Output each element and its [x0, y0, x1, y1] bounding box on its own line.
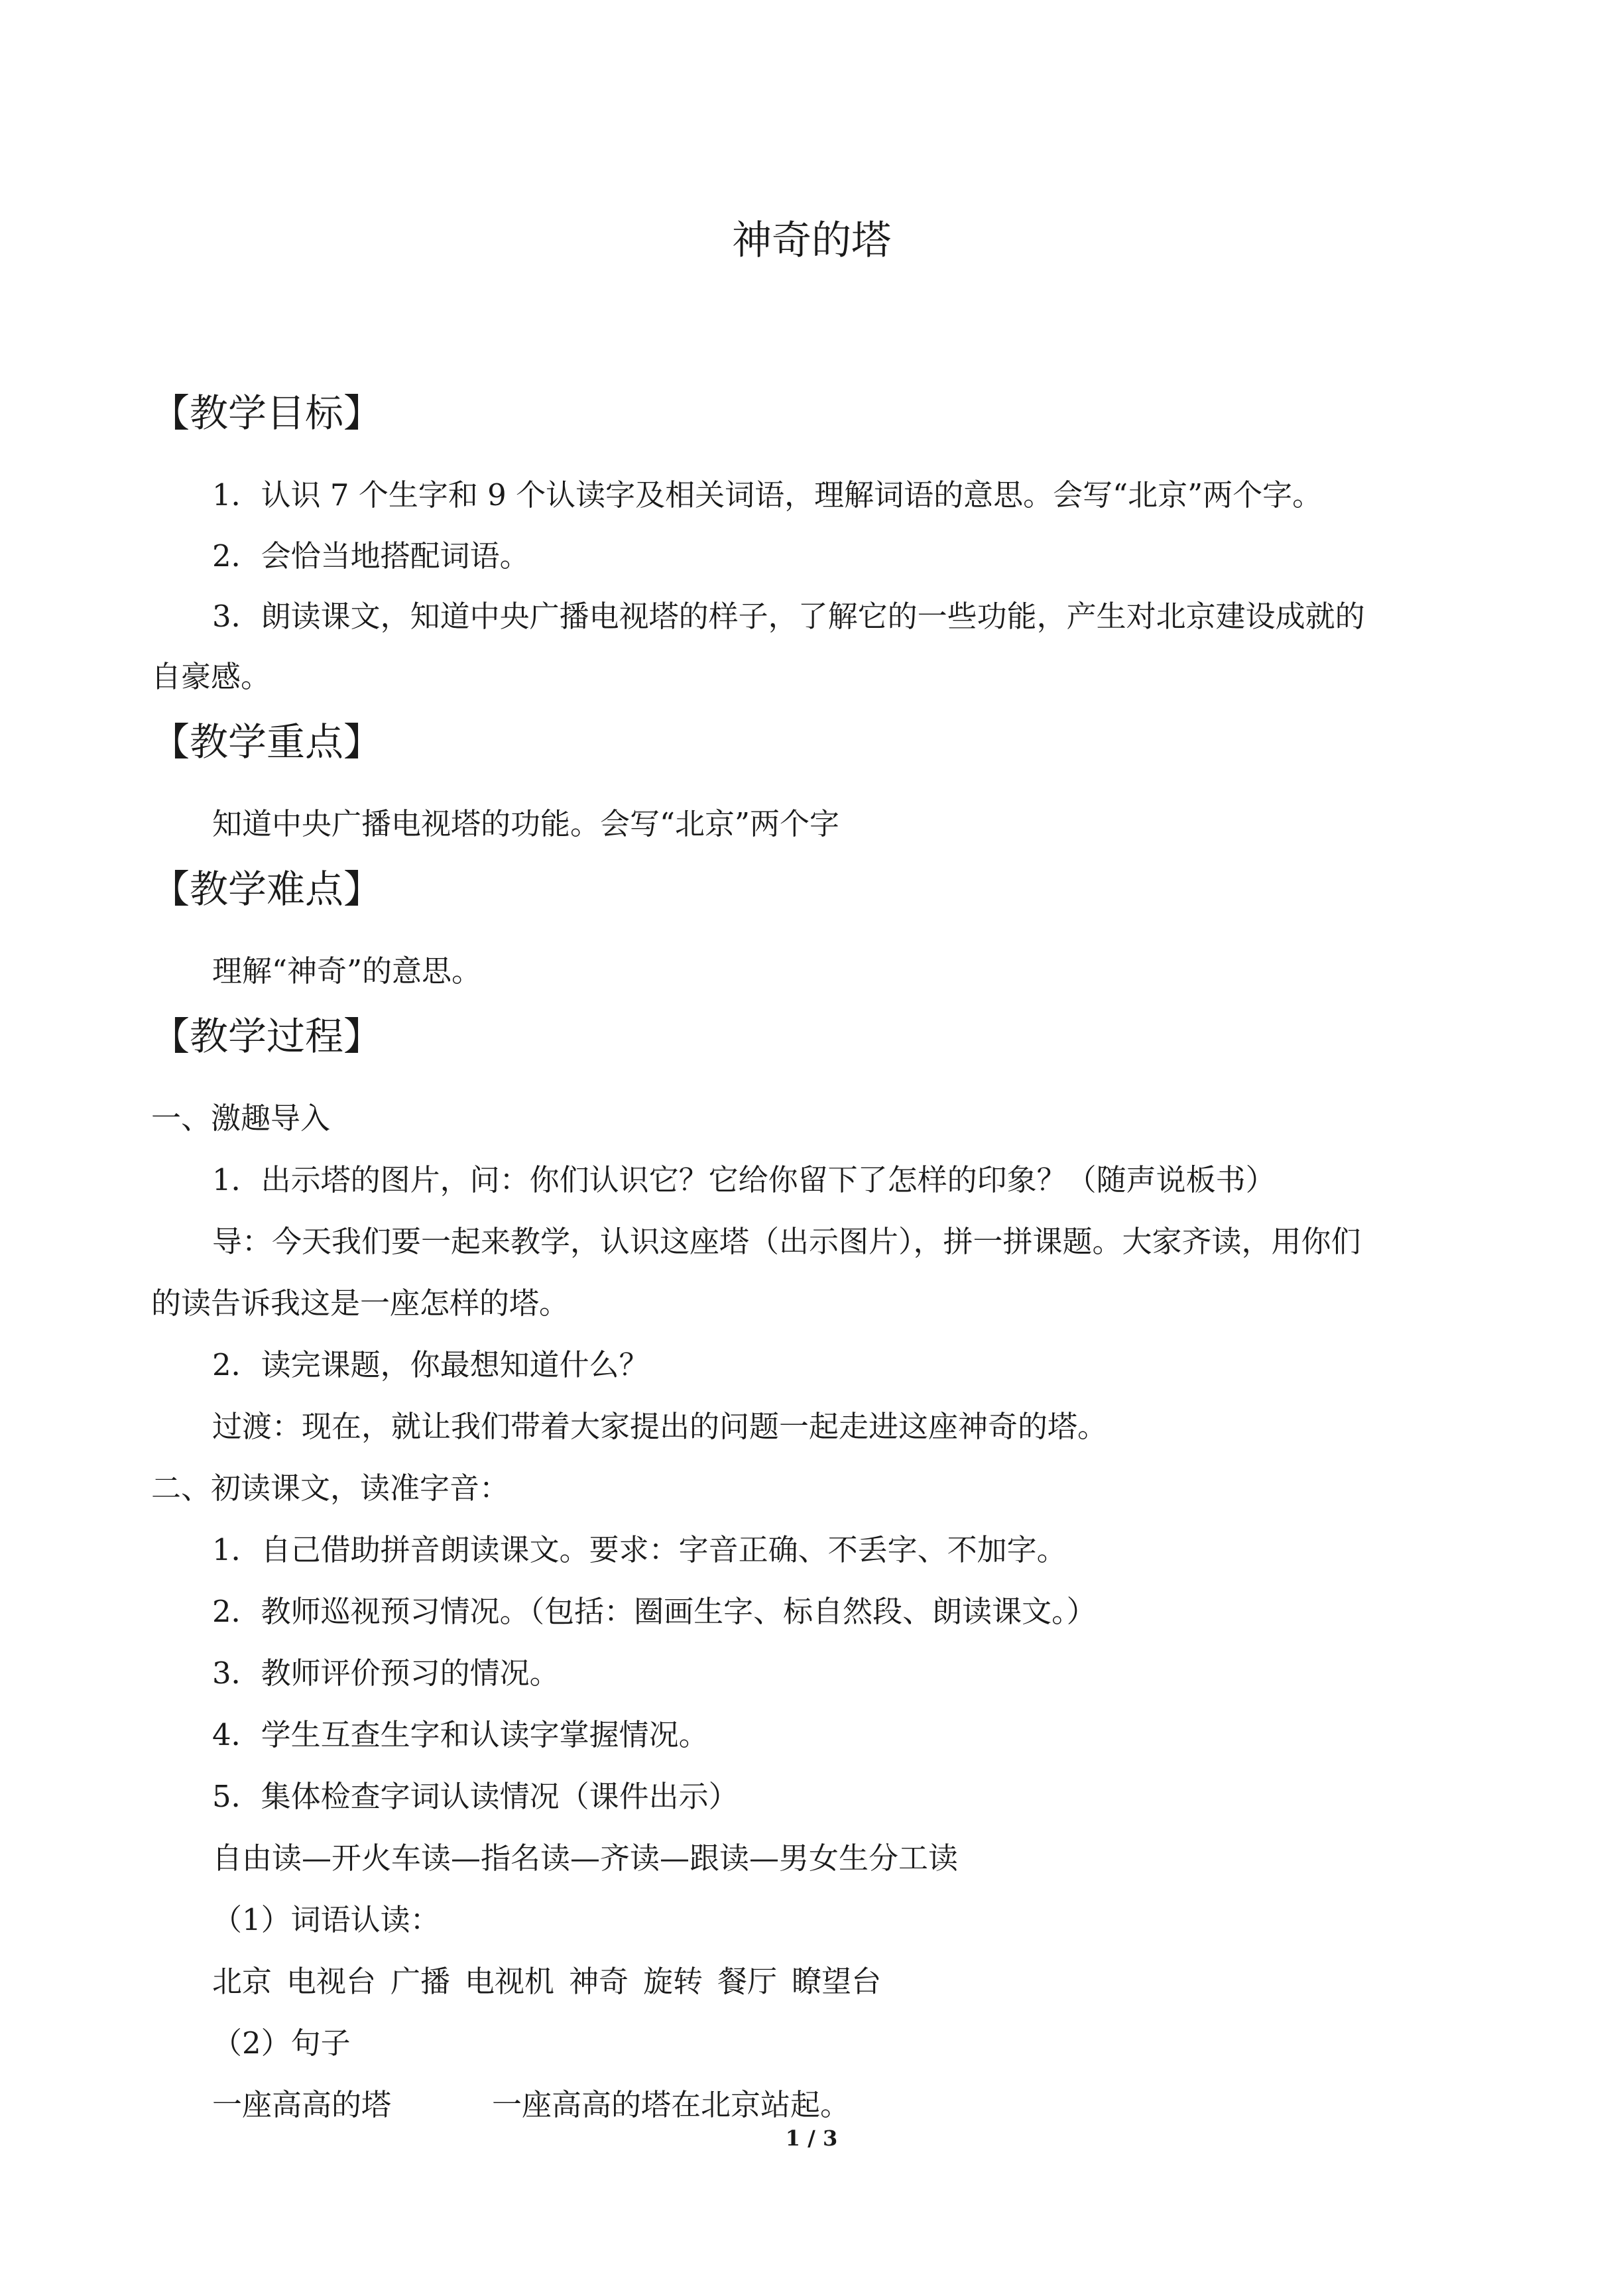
- section-1-line-3: 的读告诉我这是一座怎样的塔。: [151, 1286, 570, 1321]
- section-2-line-2: 2．教师巡视预习情况。（包括：圈画生字、标自然段、朗读课文。）: [212, 1594, 1097, 1629]
- section-1-line-1: 1．出示塔的图片，问：你们认识它？它给你留下了怎样的印象？（随声说板书）: [212, 1162, 1276, 1197]
- objective-item-3: 3．朗读课文，知道中央广播电视塔的样子，了解它的一些功能，产生对北京建设成就的: [212, 599, 1365, 634]
- difficulties-heading: 【教学难点】: [151, 867, 383, 912]
- sentence-label: （2）句子: [212, 2025, 351, 2061]
- section-2-line-7: （1）词语认读：: [212, 1902, 440, 1937]
- section-2-line-4: 4．学生互查生字和认读字掌握情况。: [212, 1717, 709, 1752]
- vocabulary-list: [212, 1959, 896, 2005]
- section-2-line-3: 3．教师评价预习的情况。: [212, 1656, 560, 1691]
- difficulties-text: 理解“神奇”的意思。: [212, 953, 482, 989]
- sentence-long: 一座高高的塔在北京站起。: [492, 2087, 851, 2122]
- vocabulary-word: 瞭望台: [792, 1964, 882, 1999]
- vocabulary-word: 电视机: [465, 1964, 555, 1999]
- vocabulary-word: 神奇: [569, 1964, 629, 1999]
- section-2-title: 二、初读课文，读准字音：: [151, 1471, 510, 1506]
- vocabulary-word: 北京: [212, 1964, 272, 1999]
- vocabulary-word: 广播: [391, 1964, 451, 1999]
- key-points-heading: 【教学重点】: [151, 719, 383, 764]
- vocabulary-word: 电视台: [286, 1964, 377, 1999]
- process-heading: 【教学过程】: [151, 1014, 383, 1059]
- section-1-line-5: 过渡：现在，就让我们带着大家提出的问题一起走进这座神奇的塔。: [212, 1409, 1108, 1444]
- page-number: 1 / 3: [785, 2126, 838, 2151]
- sentence-short: 一座高高的塔: [212, 2087, 392, 2122]
- objective-item-2: 2．会恰当地搭配词语。: [212, 538, 530, 574]
- section-2-line-5: 5．集体检查字词认读情况（课件出示）: [212, 1779, 739, 1814]
- document-title: 神奇的塔: [732, 217, 891, 264]
- section-1-title: 一、激趣导入: [151, 1101, 331, 1136]
- section-2-line-1: 1．自己借助拼音朗读课文。要求：字音正确、不丢字、不加字。: [212, 1532, 1067, 1567]
- section-2-line-6: 自由读—开火车读—指名读—齐读—跟读—男女生分工读: [212, 1841, 959, 1876]
- objectives-heading: 【教学目标】: [151, 391, 383, 436]
- vocabulary-word: 旋转: [643, 1964, 703, 1999]
- objective-item-1: 1．认识 7 个生字和 9 个认读字及相关词语，理解词语的意思。会写“北京”两个字。: [212, 477, 1323, 513]
- objective-item-3-continued: 自豪感。: [151, 659, 271, 694]
- section-1-line-4: 2．读完课题，你最想知道什么？: [212, 1347, 649, 1382]
- section-1-line-2: 导：今天我们要一起来教学，认识这座塔（出示图片），拼一拼课题。大家齐读，用你们: [212, 1224, 1361, 1259]
- vocabulary-word: 餐厅: [717, 1964, 778, 1999]
- key-points-text: 知道中央广播电视塔的功能。会写“北京”两个字: [212, 806, 840, 841]
